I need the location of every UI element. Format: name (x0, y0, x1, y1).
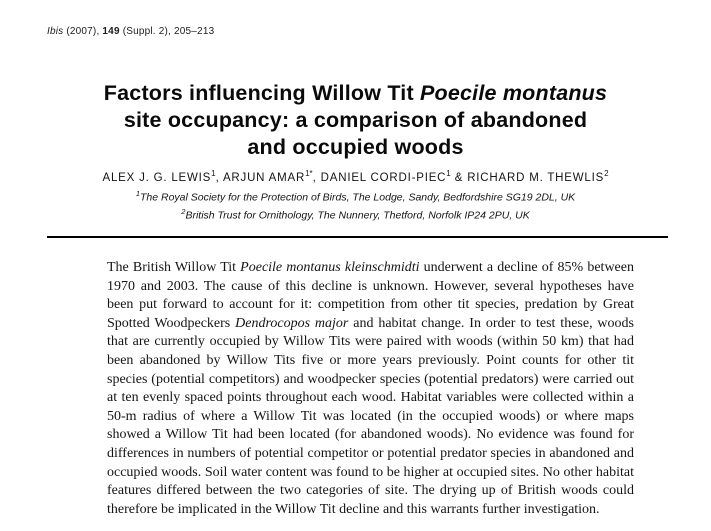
author: DANIEL CORDI-PIEC$^1$ & (320, 169, 468, 184)
title-line2: site occupancy: a comparison of abandoned (123, 108, 588, 132)
affiliation-line-2: $^2$British Trust for Ornithology, The Nunnery, Thetford, Norfolk IP24 2PU, UK (181, 207, 530, 222)
author-line (0, 169, 711, 184)
divider-rule (47, 236, 668, 238)
author: ARJUN $AMAR^{1*}$, (222, 169, 321, 184)
affiliations-block (0, 187, 711, 223)
abstract-species-name: Poecile montanus kleinschmidti (240, 260, 420, 275)
author-affiliation-mark: 1 (211, 169, 216, 178)
title-species-name: Poecile montanus (419, 81, 608, 105)
abstract-paragraph (107, 259, 634, 519)
title-line1-text: Factors influencing Willow Tit (103, 81, 420, 105)
author-affiliation-mark: 1* (305, 169, 313, 178)
author: RICHARD M. THEWLIS$^2$ (467, 169, 609, 184)
affiliation-mark: 2 (181, 207, 186, 216)
abstract-species-name: Dendrocopos major (235, 315, 349, 331)
paper-title (0, 80, 711, 161)
volume-number: 149 (102, 26, 120, 37)
affiliation-mark: 1 (135, 189, 140, 198)
title-line3: and occupied woods (247, 135, 464, 159)
citation-pages: (Suppl. 2), 205–213 (119, 26, 215, 37)
author-affiliation-mark: 2 (604, 169, 609, 178)
affiliation-line-1: $^1$The Royal Society for the Protection of Birds, The Lodge, Sandy, Bedfordshire SG19 2DL, UK (135, 189, 576, 204)
abstract-text: and habitat change. In order to test these, woods that are currently occupied by Willow Tits were paired with woods (within 50 km) that had been abandoned by Willow Tits five or more years previously. Point counts for other tit species (potential competitors) and woodpecker species (potential predators) were carried out at ten evenly spaced points throughout each wood. Habitat variables were collected within a 50-m radius of where a Willow Tit was located (in the occupied woods) or where maps showed a Willow Tit had been located (for abandoned woods). No evidence was found for differences in numbers of potential competitor or potential predator species in abandoned and occupied woods. Soil water content was found to be higher at occupied sites. No other habitat features differed between the two categories of site. The drying up of British woods could therefore be implicated in the Willow Tit decline and this warrants further investigation. (107, 315, 634, 517)
abstract-text: underwent a decline of 85% between 1970 and 2003. The cause of this decline is unknown. However, several hypotheses have been put forward to account for it: competition from other tit species, predation by Great Spotted Woodpeckers (107, 260, 634, 331)
journal-citation (47, 26, 214, 37)
journal-name: Ibis (47, 26, 64, 37)
citation-year: (2007), (63, 26, 103, 37)
author-affiliation-mark: 1 (446, 169, 451, 178)
abstract-text: The British Willow Tit (107, 260, 241, 275)
author: ALEX J. G. LEWIS$^1$, (102, 169, 223, 184)
